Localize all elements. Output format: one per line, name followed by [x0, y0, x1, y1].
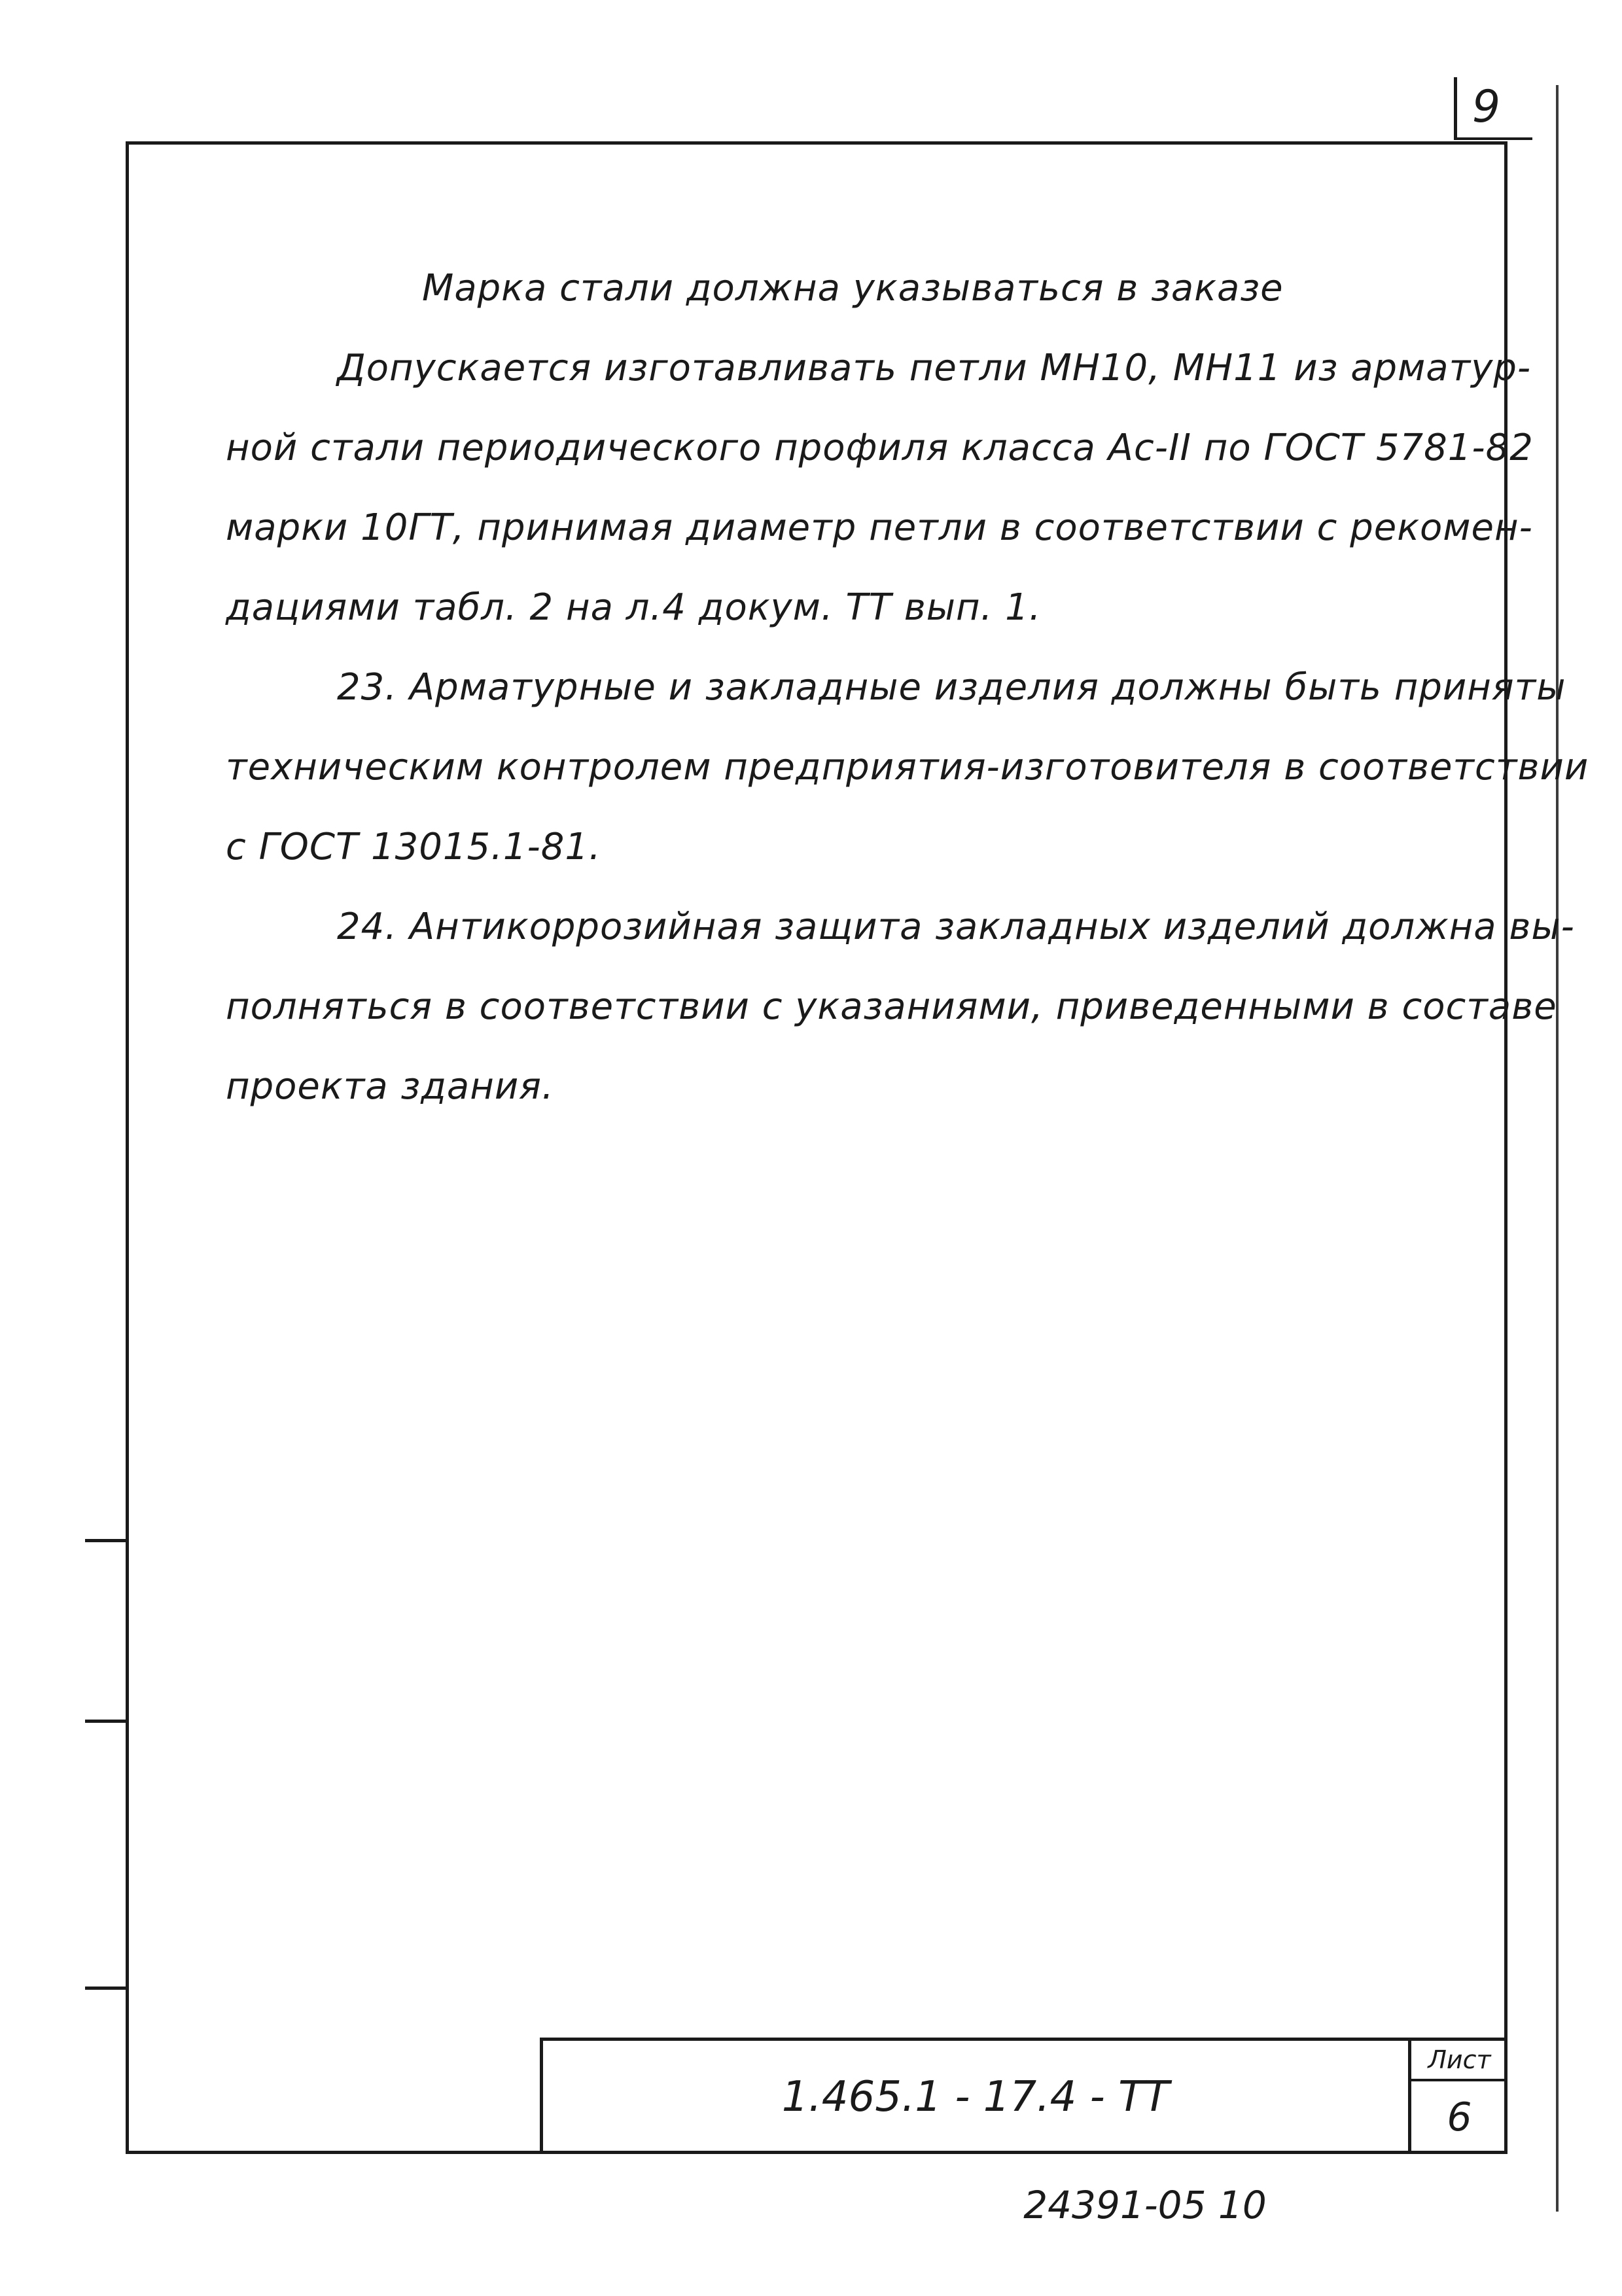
- body-line: с ГОСТ 13015.1-81.: [226, 826, 601, 868]
- right-binding-edge: [1556, 85, 1559, 2212]
- bottom-stamp: 24391-05 10: [1023, 2183, 1267, 2227]
- document-code: 1.465.1 - 17.4 - ТТ: [781, 2073, 1170, 2121]
- body-line: техническим контролем предприятия-изготовителя в соответствии: [226, 746, 1589, 788]
- body-line: ной стали периодического профиля класса Ас-II по ГОСТ 5781-82: [226, 427, 1534, 469]
- body-line: 24. Антикоррозийная защита закладных изделий должна вы-: [337, 906, 1575, 948]
- sheet-cell: [1408, 2041, 1507, 2154]
- left-margin-tick: [85, 1539, 127, 1542]
- body-line: Марка стали должна указываться в заказе: [422, 267, 1284, 309]
- top-tick-line: [1454, 137, 1532, 140]
- sheet-label: Лист: [1411, 2041, 1507, 2081]
- body-line: 23. Арматурные и закладные изделия должны быть приняты: [337, 666, 1566, 709]
- body-line: марки 10ГТ, принимая диаметр петли в соответствии с рекомен-: [226, 506, 1533, 549]
- body-line: полняться в соответствии с указаниями, приведенными в составе: [226, 985, 1557, 1028]
- body-line: Допускается изготавливать петли МН10, МН11 из арматур-: [337, 347, 1532, 389]
- sheet-number: 6: [1447, 2094, 1472, 2140]
- left-margin-tick: [85, 1720, 127, 1723]
- body-line: проекта здания.: [226, 1065, 554, 1108]
- document-body: [226, 249, 1589, 1127]
- title-block: [540, 2038, 1507, 2154]
- body-line: дациями табл. 2 на л.4 докум. ТТ вып. 1.: [226, 586, 1042, 629]
- left-margin-tick: [85, 1987, 127, 1990]
- sheet-top-number: 9: [1454, 77, 1515, 137]
